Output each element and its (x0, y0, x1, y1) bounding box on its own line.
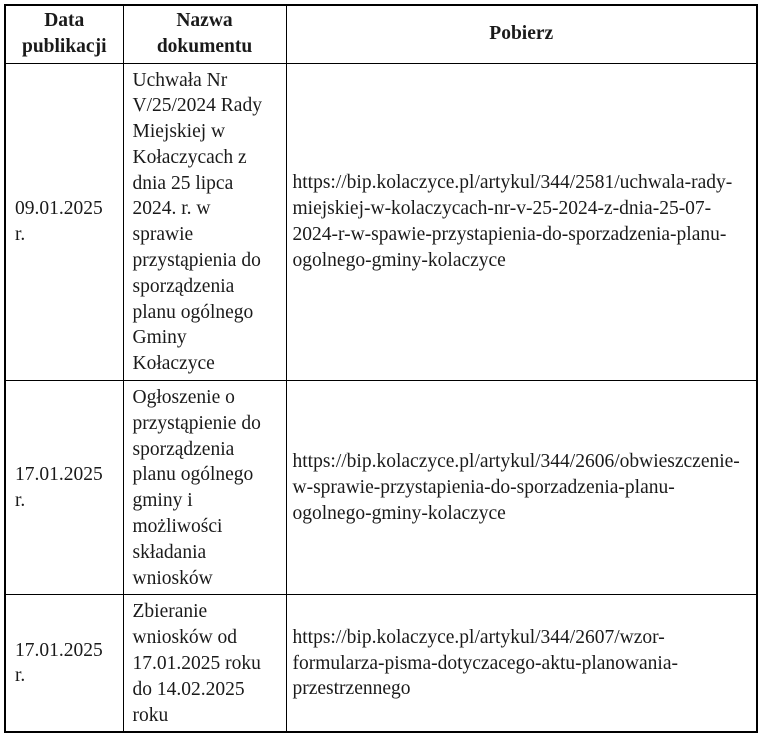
header-nazwa-dokumentu: Nazwa dokumentu (123, 5, 286, 63)
publication-date: 09.01.2025 r. (5, 63, 123, 381)
table-header-row (5, 5, 757, 63)
document-name: Uchwała Nr V/25/2024 Rady Miejskiej w Kołaczycach z dnia 25 lipca 2024. r. w sprawie przystąpienia do sporządzenia planu ogólnego Gminy Kołaczyce (123, 63, 286, 381)
publication-date: 17.01.2025 r. (5, 381, 123, 595)
header-pobierz: Pobierz (286, 5, 757, 63)
header-data-publikacji: Data publikacji (5, 5, 123, 63)
download-link[interactable]: https://bip.kolaczyce.pl/artykul/344/2581/uchwala-rady-miejskiej-w-kolaczycach-nr-v-25-2024-z-dnia-25-07-2024-r-w-spawie-przystapienia-do-sporzadzenia-planu-ogolnego-gminy-kolaczyce (286, 63, 757, 381)
publication-date: 17.01.2025 r. (5, 595, 123, 732)
document-name: Ogłoszenie o przystąpienie do sporządzenia planu ogólnego gminy i możliwości składania wniosków (123, 381, 286, 595)
table-row (5, 595, 757, 732)
documents-table (4, 4, 758, 733)
document-name: Zbieranie wniosków od 17.01.2025 roku do 14.02.2025 roku (123, 595, 286, 732)
table-row (5, 381, 757, 595)
table-row (5, 63, 757, 381)
download-link[interactable]: https://bip.kolaczyce.pl/artykul/344/2606/obwieszczenie-w-sprawie-przystapienia-do-sporzadzenia-planu-ogolnego-gminy-kolaczyce (286, 381, 757, 595)
download-link[interactable]: https://bip.kolaczyce.pl/artykul/344/2607/wzor-formularza-pisma-dotyczacego-aktu-planowania-przestrzennego (286, 595, 757, 732)
